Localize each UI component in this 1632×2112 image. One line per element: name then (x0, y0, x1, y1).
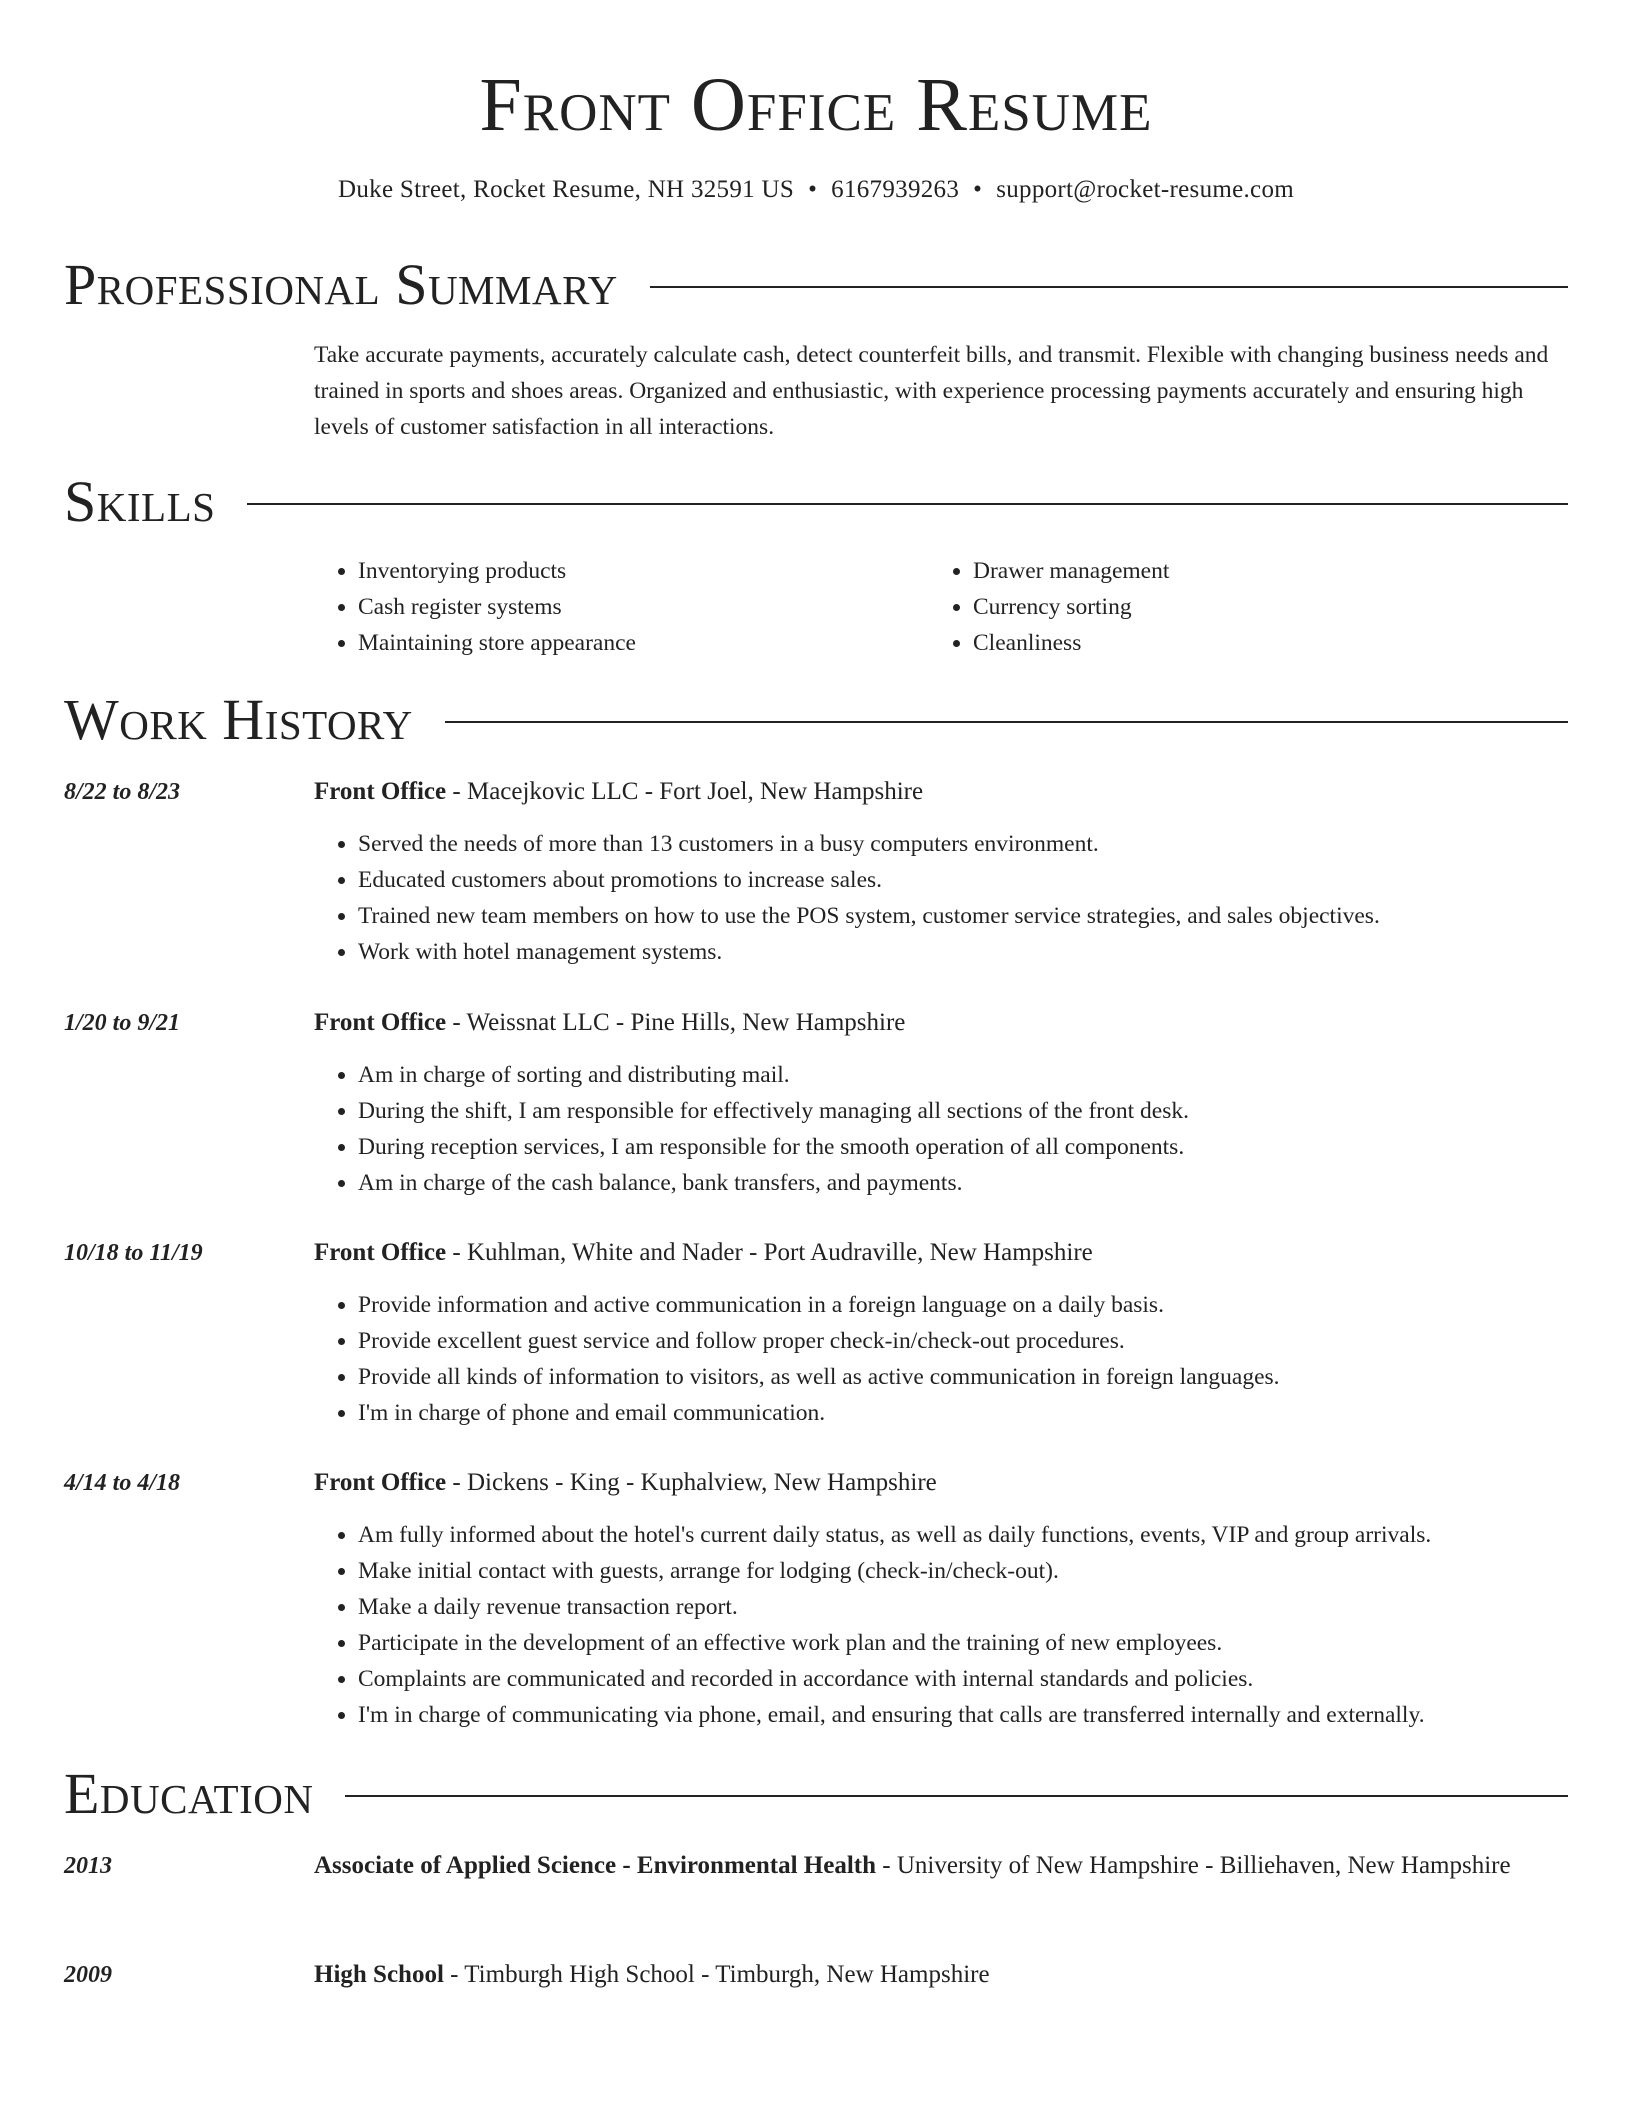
job-bullets (314, 826, 1570, 970)
separator-dot: • (973, 176, 983, 203)
job-dates: 4/14 to 4/18 (64, 1470, 181, 1496)
job-bullet: • Am in charge of the cash balance, bank transfers, and payments. (358, 1165, 1570, 1201)
education-entry (314, 1846, 1570, 1886)
job-bullet: • Am fully informed about the hotel's current daily status, as well as daily functions, events, VIP and group arrivals. (358, 1517, 1570, 1553)
education-year: 2009 (64, 1962, 112, 1988)
separator-dot: • (808, 176, 818, 203)
job-bullet: • Educated customers about promotions to increase sales. (358, 862, 1570, 898)
skill-item: • Cash register systems (358, 589, 874, 625)
job-bullet: • Provide information and active communication in a foreign language on a daily basis. (358, 1287, 1570, 1323)
heading-rule (650, 286, 1568, 288)
skills-heading-text: Skills (64, 469, 216, 534)
resume-name: Front Office Resume (479, 63, 1153, 147)
job-details: - Weissnat LLC - Pine Hills, New Hampshire (446, 1009, 906, 1036)
education-degree: Associate of Applied Science - Environmental Health (314, 1852, 877, 1879)
contact-phone: 6167939263 (831, 176, 960, 203)
job-details: - Kuhlman, White and Nader - Port Audraville, New Hampshire (446, 1239, 1093, 1266)
job-title: Front Office (314, 1009, 447, 1036)
job-dates: 8/22 to 8/23 (64, 779, 181, 805)
education-details: - University of New Hampshire - Billiehaven, New Hampshire (876, 1852, 1511, 1879)
job-bullet: • Participate in the development of an effective work plan and the training of new employees. (358, 1625, 1570, 1661)
summary-text: Take accurate payments, accurately calculate cash, detect counterfeit bills, and transmit. Flexible with changing business needs and trained in sports and shoes areas. Organized and enthusiastic, with experience processing payments accurately and ensuring high levels of customer satisfaction in all interactions. (314, 342, 1549, 440)
summary-heading-text: Professional Summary (64, 252, 618, 317)
job-bullets (314, 1057, 1570, 1201)
job-bullets (314, 1517, 1570, 1733)
job-bullet: • Served the needs of more than 13 customers in a busy computers environment. (358, 826, 1570, 862)
skill-item: • Maintaining store appearance (358, 625, 874, 661)
contact-line (0, 172, 1632, 208)
education-heading-text: Education (64, 1761, 314, 1826)
job-bullet: • During the shift, I am responsible for effectively managing all sections of the front desk. (358, 1093, 1570, 1129)
job-dates: 10/18 to 11/19 (64, 1240, 203, 1266)
job-heading (314, 1233, 1570, 1273)
job-bullet: • I'm in charge of communicating via phone, email, and ensuring that calls are transferred internally and externally. (358, 1697, 1570, 1733)
education-degree: High School (314, 1961, 444, 1988)
job-entry (314, 1233, 1570, 1431)
skill-item: • Currency sorting (973, 589, 1489, 625)
skills-list-right (929, 553, 1489, 661)
work-history-heading-text: Work History (64, 687, 413, 752)
job-heading (314, 772, 1570, 812)
job-bullet: • I'm in charge of phone and email communication. (358, 1395, 1570, 1431)
job-entry (314, 1463, 1570, 1733)
skill-item: • Inventorying products (358, 553, 874, 589)
education-year: 2013 (64, 1853, 112, 1879)
job-title: Front Office (314, 1239, 447, 1266)
education-details: - Timburgh High School - Timburgh, New Hampshire (443, 1961, 990, 1988)
skill-item: • Drawer management (973, 553, 1489, 589)
job-heading (314, 1003, 1570, 1043)
job-bullet: • Complaints are communicated and recorded in accordance with internal standards and policies. (358, 1661, 1570, 1697)
job-details: - Macejkovic LLC - Fort Joel, New Hampshire (446, 778, 924, 805)
skills-list-left (314, 553, 874, 661)
job-heading (314, 1463, 1570, 1503)
job-bullet: • Am in charge of sorting and distributing mail. (358, 1057, 1570, 1093)
education-entry (314, 1955, 1570, 1995)
job-details: - Dickens - King - Kuphalview, New Hampshire (446, 1469, 937, 1496)
job-title: Front Office (314, 778, 447, 805)
job-bullet: • During reception services, I am responsible for the smooth operation of all components. (358, 1129, 1570, 1165)
job-title: Front Office (314, 1469, 447, 1496)
job-bullet: • Make initial contact with guests, arrange for lodging (check-in/check-out). (358, 1553, 1570, 1589)
job-entry (314, 772, 1570, 970)
job-dates: 1/20 to 9/21 (64, 1010, 181, 1036)
summary-heading (64, 253, 1568, 317)
job-bullet: • Provide excellent guest service and follow proper check-in/check-out procedures. (358, 1323, 1570, 1359)
job-bullet: • Work with hotel management systems. (358, 934, 1570, 970)
skill-item: • Cleanliness (973, 625, 1489, 661)
job-bullet: • Provide all kinds of information to visitors, as well as active communication in foreign languages. (358, 1359, 1570, 1395)
job-bullet: • Trained new team members on how to use the POS system, customer service strategies, and sales objectives. (358, 898, 1570, 934)
heading-rule (247, 503, 1568, 505)
contact-email: support@rocket-resume.com (996, 176, 1294, 203)
heading-rule (345, 1795, 1568, 1797)
job-bullets (314, 1287, 1570, 1431)
job-entry (314, 1003, 1570, 1201)
job-bullet: • Make a daily revenue transaction report. (358, 1589, 1570, 1625)
skills-heading (64, 470, 1568, 534)
contact-address: Duke Street, Rocket Resume, NH 32591 US (337, 176, 795, 203)
heading-rule (445, 721, 1568, 723)
education-heading (64, 1762, 1568, 1826)
work-history-heading (64, 688, 1568, 752)
